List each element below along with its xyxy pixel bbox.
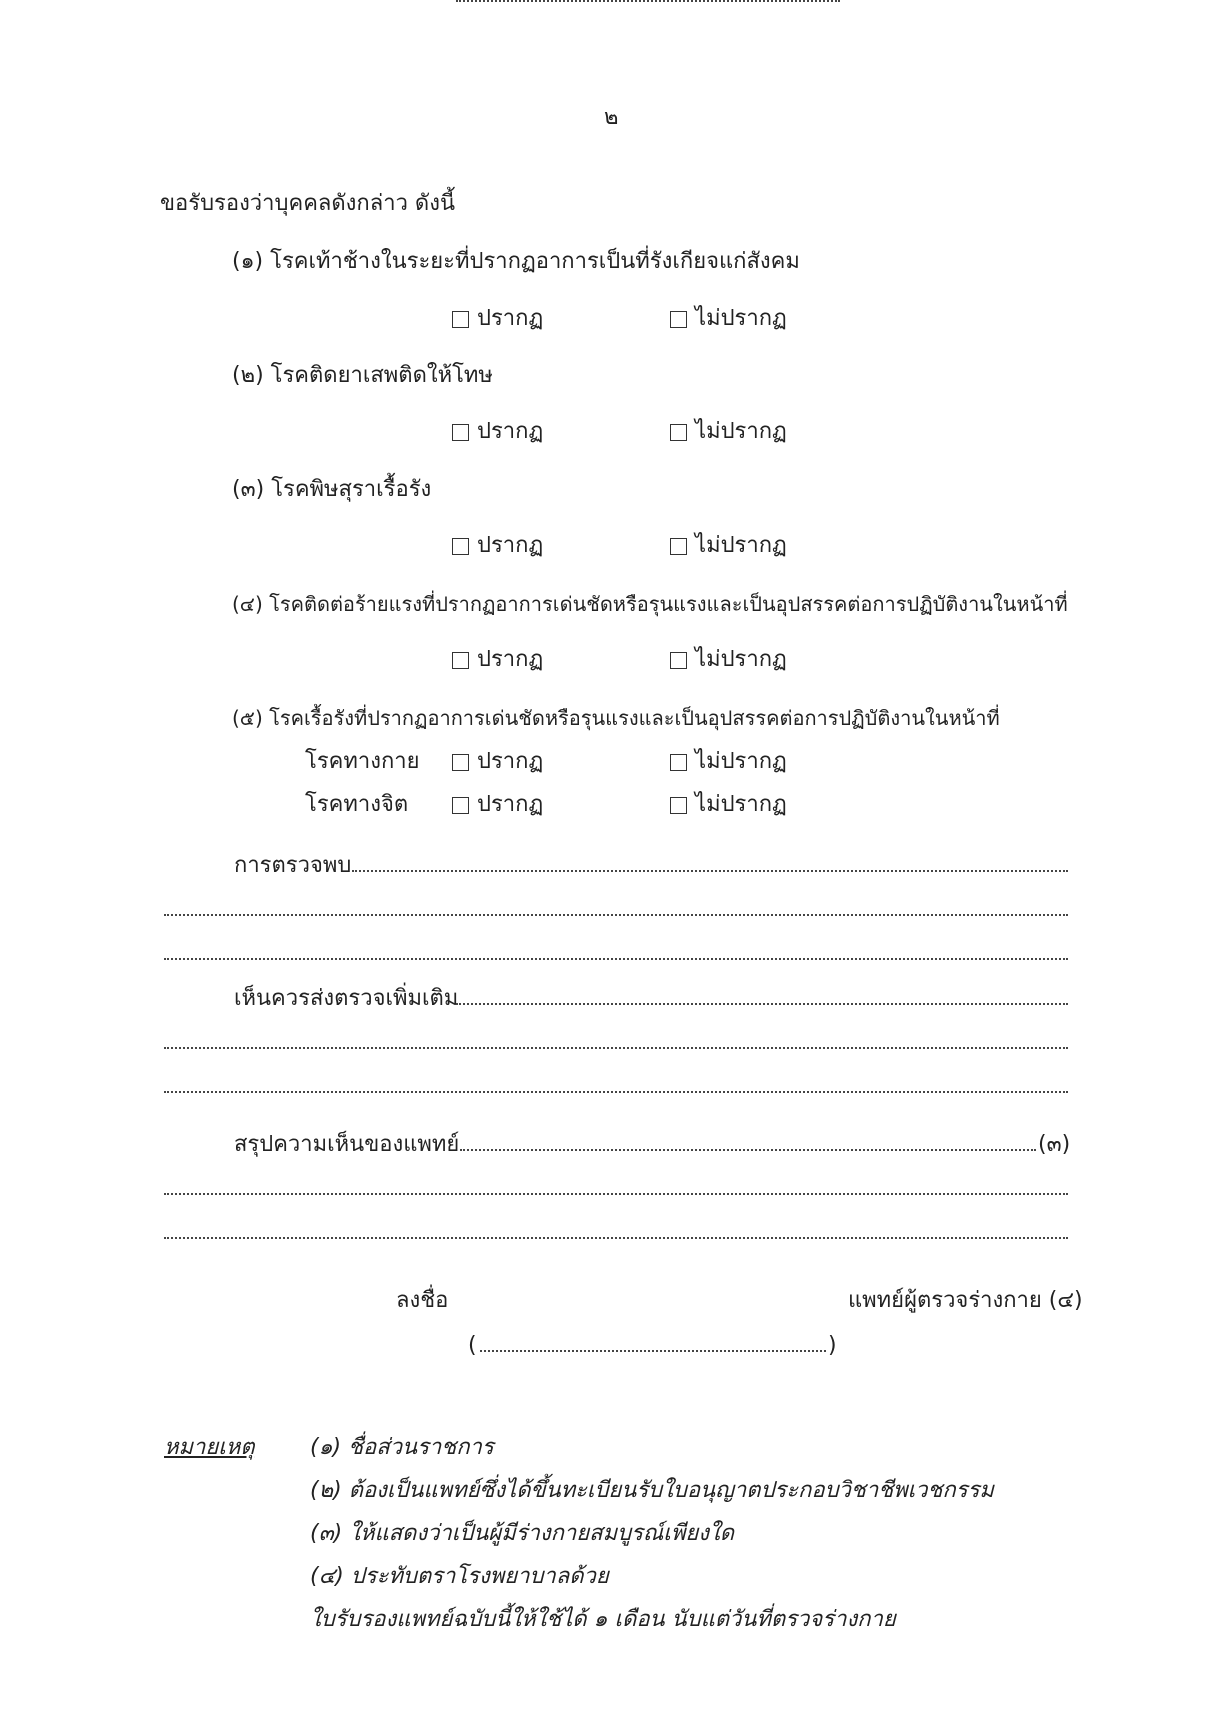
item-1-absent-option[interactable] xyxy=(670,305,787,333)
further-line-3[interactable] xyxy=(164,1091,1068,1093)
item-3-absent-label: ไม่ปรากฏ xyxy=(695,533,787,558)
item-1-present-checkbox[interactable] xyxy=(452,311,469,328)
physical-absent-option[interactable] xyxy=(670,748,787,776)
item-4-label: (๔) โรคติดต่อร้ายแรงที่ปรากฏอาการเด่นชัดหรือรุนแรงและเป็นอุปสรรคต่อการปฏิบัติงานในหน้าที่ xyxy=(232,592,1068,616)
item-4-present-label: ปรากฏ xyxy=(477,647,544,672)
item-3-absent-checkbox[interactable] xyxy=(670,538,687,555)
mental-absent-label: ไม่ปรากฏ xyxy=(695,792,787,817)
physical-present-checkbox[interactable] xyxy=(452,754,469,771)
item-2-absent-checkbox[interactable] xyxy=(670,424,687,441)
page-number: ๒ xyxy=(604,105,619,130)
item-2-present-label: ปรากฏ xyxy=(477,419,544,444)
further-label: เห็นควรส่งตรวจเพิ่มเติม xyxy=(234,986,459,1011)
item-3-label: (๓) โรคพิษสุราเรื้อรัง xyxy=(232,477,432,502)
findings-line-3[interactable] xyxy=(164,958,1068,960)
mental-present-label: ปรากฏ xyxy=(477,792,544,817)
sign-label: ลงชื่อ xyxy=(396,1288,449,1313)
physical-present-label: ปรากฏ xyxy=(477,749,544,774)
opinion-line-2[interactable] xyxy=(164,1193,1068,1195)
further-line-2[interactable] xyxy=(164,1047,1068,1049)
item-5-label: (๕) โรคเรื้อรังที่ปรากฏอาการเด่นชัดหรือรุนแรงและเป็นอุปสรรคต่อการปฏิบัติงานในหน้าที่ xyxy=(232,706,1000,730)
mental-present-checkbox[interactable] xyxy=(452,797,469,814)
item-1-absent-label: ไม่ปรากฏ xyxy=(695,306,787,331)
physical-absent-checkbox[interactable] xyxy=(670,754,687,771)
opinion-label: สรุปความเห็นของแพทย์ xyxy=(234,1132,460,1157)
note-4: (๔) ประทับตราโรงพยาบาลด้วย xyxy=(310,1564,609,1589)
intro-text: ขอรับรองว่าบุคคลดังกล่าว ดังนี้ xyxy=(160,191,455,216)
printed-name-line[interactable] xyxy=(480,1350,826,1352)
findings-line-2[interactable] xyxy=(164,914,1068,916)
item-4-present-option[interactable] xyxy=(452,646,543,674)
item-1-present-label: ปรากฏ xyxy=(477,306,544,331)
item-1-label: (๑) โรคเท้าช้างในระยะที่ปรากฏอาการเป็นที่รังเกียจแก่สังคม xyxy=(232,249,800,274)
further-line-1[interactable] xyxy=(456,1003,1068,1005)
sign-role: แพทย์ผู้ตรวจร่างกาย (๔) xyxy=(848,1288,1083,1313)
item-2-label: (๒) โรคติดยาเสพติดให้โทษ xyxy=(232,363,493,388)
notes-title: หมายเหตุ xyxy=(164,1435,255,1460)
item-3-present-option[interactable] xyxy=(452,532,543,560)
note-5: ใบรับรองแพทย์ฉบับนี้ให้ใช้ได้ ๑ เดือน นับแต่วันที่ตรวจร่างกาย xyxy=(310,1607,896,1632)
findings-line-1[interactable] xyxy=(352,870,1068,872)
item-3-absent-option[interactable] xyxy=(670,532,787,560)
item-4-absent-option[interactable] xyxy=(670,646,787,674)
name-paren-open: ( xyxy=(468,1333,477,1358)
physical-label: โรคทางกาย xyxy=(305,749,420,774)
item-2-absent-label: ไม่ปรากฏ xyxy=(695,419,787,444)
mental-absent-checkbox[interactable] xyxy=(670,797,687,814)
opinion-line-1[interactable] xyxy=(460,1149,1036,1151)
item-4-absent-checkbox[interactable] xyxy=(670,652,687,669)
item-1-present-option[interactable] xyxy=(452,305,543,333)
findings-label: การตรวจพบ xyxy=(234,853,352,878)
opinion-line-3[interactable] xyxy=(164,1237,1068,1239)
item-2-present-option[interactable] xyxy=(452,418,543,446)
item-2-absent-option[interactable] xyxy=(670,418,787,446)
signature-line[interactable] xyxy=(456,0,840,2)
item-3-present-checkbox[interactable] xyxy=(452,538,469,555)
mental-present-option[interactable] xyxy=(452,791,543,819)
note-2: (๒) ต้องเป็นแพทย์ซึ่งได้ขึ้นทะเบียนรับใบอนุญาตประกอบวิชาชีพเวชกรรม xyxy=(310,1478,994,1503)
physical-absent-label: ไม่ปรากฏ xyxy=(695,749,787,774)
note-3: (๓) ให้แสดงว่าเป็นผู้มีร่างกายสมบูรณ์เพียงใด xyxy=(310,1521,734,1546)
item-1-absent-checkbox[interactable] xyxy=(670,311,687,328)
mental-absent-option[interactable] xyxy=(670,791,787,819)
item-4-present-checkbox[interactable] xyxy=(452,652,469,669)
opinion-ref: (๓) xyxy=(1038,1132,1071,1157)
note-1: (๑) ชื่อส่วนราชการ xyxy=(310,1435,494,1460)
item-3-present-label: ปรากฏ xyxy=(477,533,544,558)
item-4-absent-label: ไม่ปรากฏ xyxy=(695,647,787,672)
name-paren-close: ) xyxy=(828,1333,837,1358)
item-2-present-checkbox[interactable] xyxy=(452,424,469,441)
mental-label: โรคทางจิต xyxy=(305,792,409,817)
physical-present-option[interactable] xyxy=(452,748,543,776)
